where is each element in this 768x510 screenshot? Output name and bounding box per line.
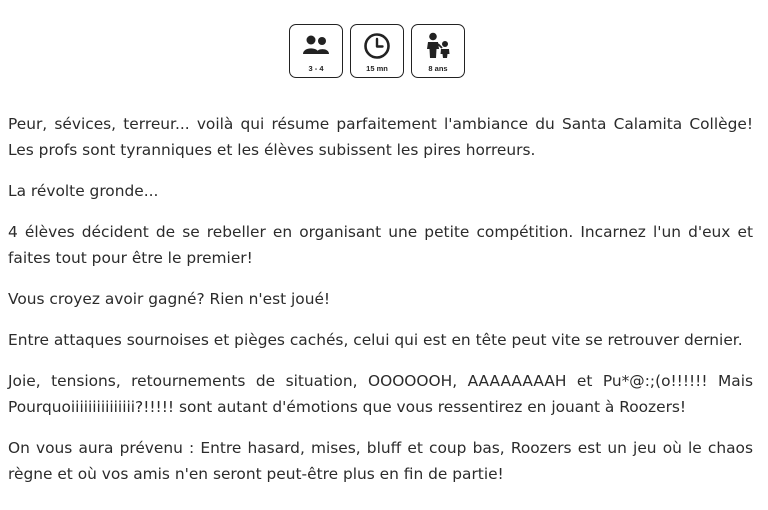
description-paragraph: On vous aura prévenu : Entre hasard, mises, bluff et coup bas, Roozers est un jeu où le chaos règne et où vos amis n'en seront peut-être plus en fin de partie! bbox=[8, 439, 753, 483]
age-badge bbox=[411, 24, 465, 78]
clock-icon bbox=[362, 31, 392, 61]
game-info-badges bbox=[289, 24, 465, 78]
description-paragraph: La révolte gronde... bbox=[8, 182, 159, 200]
description-paragraph: Joie, tensions, retournements de situation, OOOOOOH, AAAAAAAAH et Pu*@:;(o!!!!!! Mais Pourquoiiiiiiiiiiiiiii?!!!!! sont autant d'émotions que vous ressentirez en jouant à Roozers! bbox=[8, 372, 753, 416]
players-icon bbox=[301, 31, 331, 61]
players-count: 3 - 4 bbox=[308, 64, 324, 73]
description-paragraph: Entre attaques sournoises et pièges cachés, celui qui est en tête peut vite se retrouver dernier. bbox=[8, 331, 743, 349]
duration-badge bbox=[350, 24, 404, 78]
description-paragraph: 4 élèves décident de se rebeller en organisant une petite compétition. Incarnez l'un d'eux et faites tout pour être le premier! bbox=[8, 223, 753, 267]
players-badge bbox=[289, 24, 343, 78]
description-paragraph: Vous croyez avoir gagné? Rien n'est joué! bbox=[8, 290, 331, 308]
minimum-age: 8 ans bbox=[428, 64, 448, 73]
age-icon bbox=[423, 31, 453, 61]
description-paragraph: Peur, sévices, terreur... voilà qui résume parfaitement l'ambiance du Santa Calamita Collège! Les profs sont tyranniques et les élèves subissent les pires horreurs. bbox=[8, 115, 753, 159]
game-description bbox=[8, 111, 753, 502]
duration-value: 15 mn bbox=[366, 64, 388, 73]
